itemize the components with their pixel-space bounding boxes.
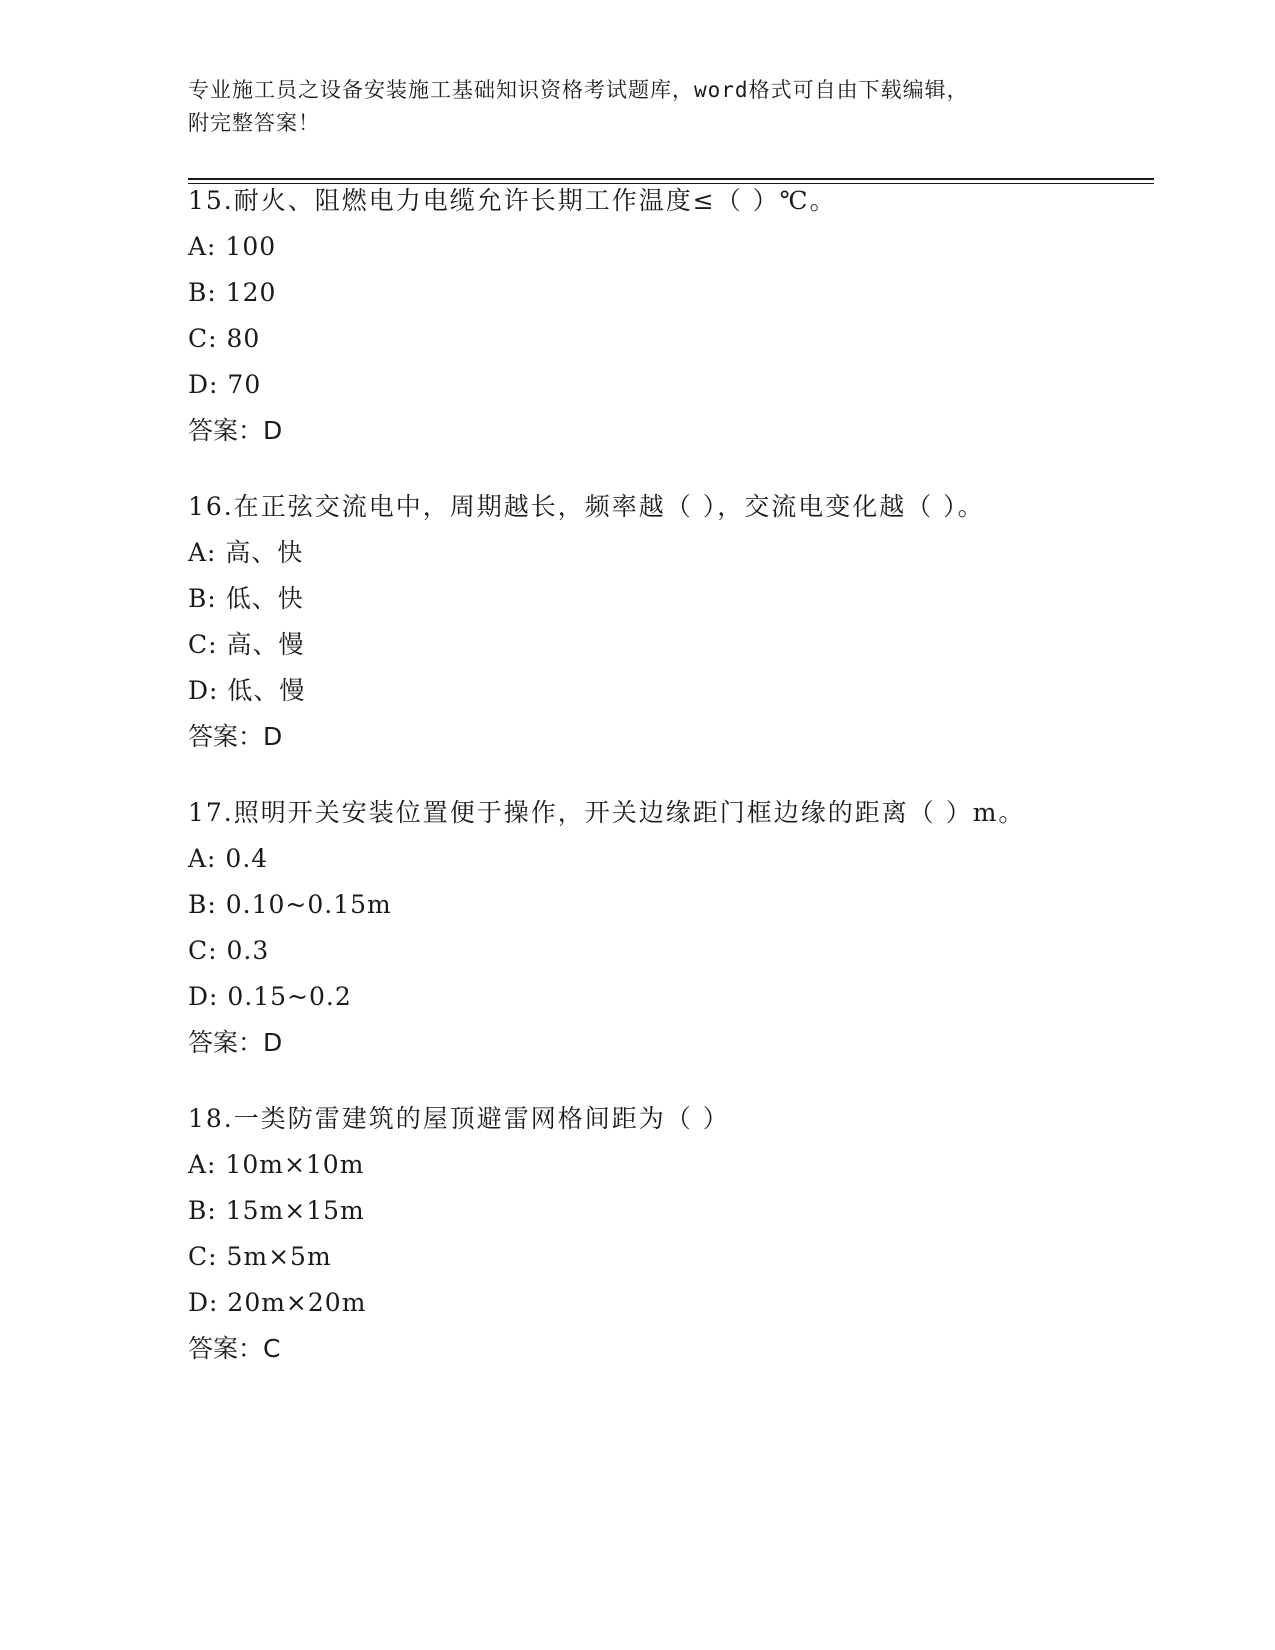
header-divider-thick (188, 178, 1154, 180)
question-text: 15.耐火、阻燃电力电缆允许长期工作温度≤（ ）℃。 (188, 186, 837, 215)
option-d: D: 70 (188, 370, 262, 399)
option-d: D: 0.15~0.2 (188, 982, 352, 1011)
option-d: D: 低、慢 (188, 676, 306, 705)
document-header (188, 74, 1068, 140)
option-a: A: 100 (188, 232, 277, 261)
header-title-line2: 附完整答案！ (188, 111, 320, 135)
answer-line: 答案：D (188, 1028, 283, 1057)
answer-line: 答案：C (188, 1334, 281, 1363)
question-text: 17.照明开关安装位置便于操作，开关边缘距门框边缘的距离（ ）m。 (188, 798, 1026, 827)
option-c: C: 80 (188, 324, 261, 353)
option-b: B: 0.10~0.15m (188, 890, 392, 919)
option-c: C: 5m×5m (188, 1242, 332, 1271)
option-a: A: 高、快 (188, 538, 304, 567)
question-block-15 (188, 186, 1148, 462)
answer-line: 答案：D (188, 416, 283, 445)
option-c: C: 0.3 (188, 936, 270, 965)
answer-line: 答案：D (188, 722, 283, 751)
option-b: B: 15m×15m (188, 1196, 365, 1225)
question-text: 18.一类防雷建筑的屋顶避雷网格间距为（ ） (188, 1104, 730, 1133)
question-block-16 (188, 492, 1148, 768)
header-title-line1: 专业施工员之设备安装施工基础知识资格考试题库，word格式可自由下载编辑， (188, 78, 969, 102)
option-a: A: 10m×10m (188, 1150, 365, 1179)
question-block-17 (188, 798, 1148, 1074)
header-divider-thin (188, 183, 1154, 184)
option-c: C: 高、慢 (188, 630, 305, 659)
option-a: A: 0.4 (188, 844, 269, 873)
option-b: B: 120 (188, 278, 277, 307)
question-text: 16.在正弦交流电中，周期越长，频率越（ ），交流电变化越（ ）。 (188, 492, 985, 521)
question-block-18 (188, 1104, 1148, 1380)
option-b: B: 低、快 (188, 584, 304, 613)
option-d: D: 20m×20m (188, 1288, 367, 1317)
